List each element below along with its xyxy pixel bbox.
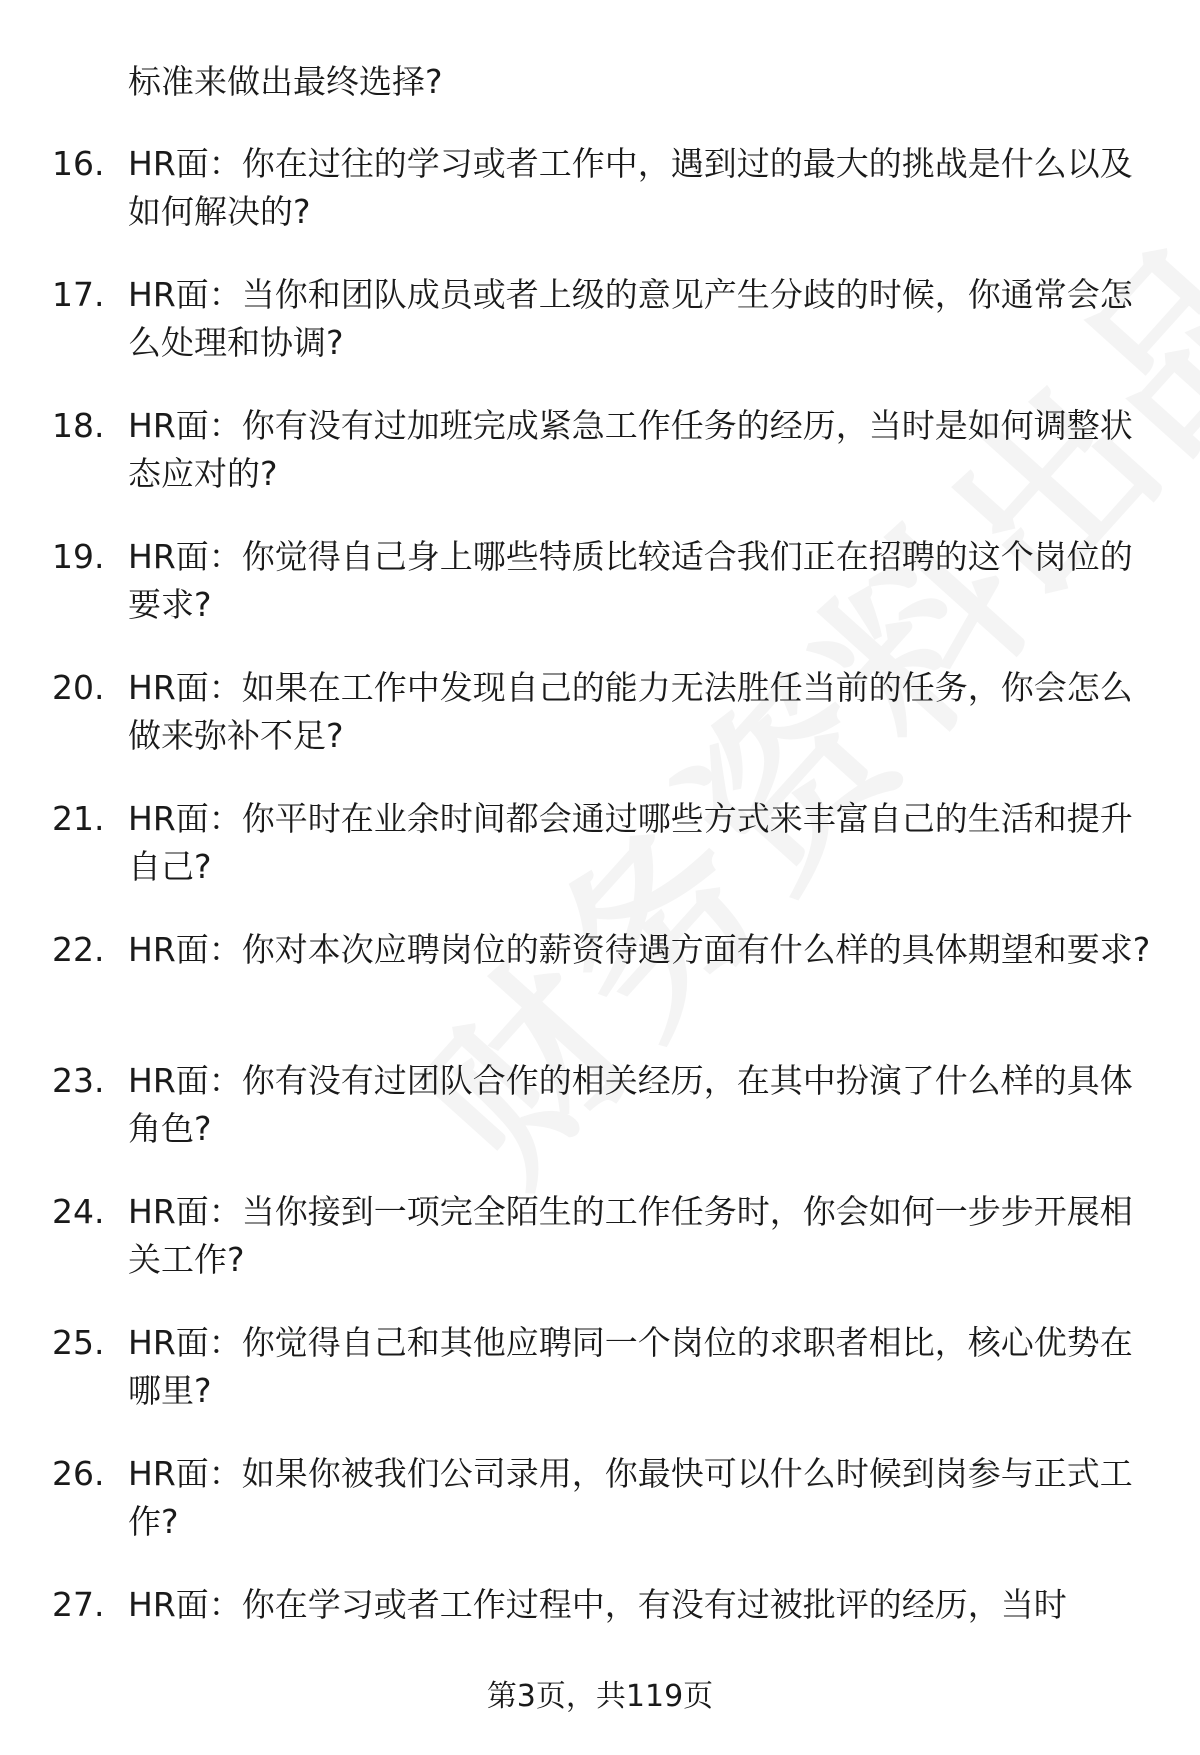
list-item	[0, 1188, 1200, 1319]
item-text: HR面：当你和团队成员或者上级的意见产生分歧的时候，你通常会怎么处理和协调?	[128, 275, 1133, 362]
list-item	[0, 140, 1200, 271]
item-number: 16.	[52, 144, 105, 183]
item-number: 21.	[52, 799, 105, 838]
item-text: HR面：你觉得自己和其他应聘同一个岗位的求职者相比，核心优势在哪里?	[128, 1323, 1133, 1410]
list-item	[0, 1319, 1200, 1450]
item-number: 18.	[52, 406, 105, 445]
item-text: HR面：你平时在业余时间都会通过哪些方式来丰富自己的生活和提升自己?	[128, 799, 1133, 886]
list-item	[0, 402, 1200, 533]
item-text: HR面：当你接到一项完全陌生的工作任务时，你会如何一步步开展相关工作?	[128, 1192, 1133, 1279]
item-number: 24.	[52, 1192, 105, 1231]
item-number: 23.	[52, 1061, 105, 1100]
list-item	[0, 533, 1200, 664]
item-text: HR面：如果在工作中发现自己的能力无法胜任当前的任务，你会怎么做来弥补不足?	[128, 668, 1133, 755]
item-text: HR面：你觉得自己身上哪些特质比较适合我们正在招聘的这个岗位的要求?	[128, 537, 1133, 624]
list-item	[0, 1057, 1200, 1188]
list-item	[0, 926, 1200, 1057]
list-item	[0, 795, 1200, 926]
item-text: HR面：你有没有过加班完成紧急工作任务的经历，当时是如何调整状态应对的?	[128, 406, 1133, 493]
item-number: 27.	[52, 1585, 105, 1624]
page-number-footer: 第3页，共119页	[486, 1679, 714, 1714]
item-number: 22.	[52, 930, 105, 969]
item-text: HR面：你在学习或者工作过程中，有没有过被批评的经历，当时	[128, 1585, 1067, 1624]
list-item	[0, 1450, 1200, 1581]
list-item	[0, 664, 1200, 795]
item-number: 20.	[52, 668, 105, 707]
item-text: HR面：你在过往的学习或者工作中，遇到过的最大的挑战是什么以及如何解决的?	[128, 144, 1133, 231]
item-number: 17.	[52, 275, 105, 314]
item-text: HR面：如果你被我们公司录用，你最快可以什么时候到岗参与正式工作?	[128, 1454, 1133, 1541]
item-number: 26.	[52, 1454, 105, 1493]
item-number: 19.	[52, 537, 105, 576]
list-item	[0, 271, 1200, 402]
question-list	[0, 140, 1200, 1712]
continued-line: 标准来做出最终选择?	[128, 62, 443, 101]
item-text: HR面：你对本次应聘岗位的薪资待遇方面有什么样的具体期望和要求?	[128, 930, 1151, 969]
item-number: 25.	[52, 1323, 105, 1362]
item-text: HR面：你有没有过团队合作的相关经历，在其中扮演了什么样的具体角色?	[128, 1061, 1133, 1148]
